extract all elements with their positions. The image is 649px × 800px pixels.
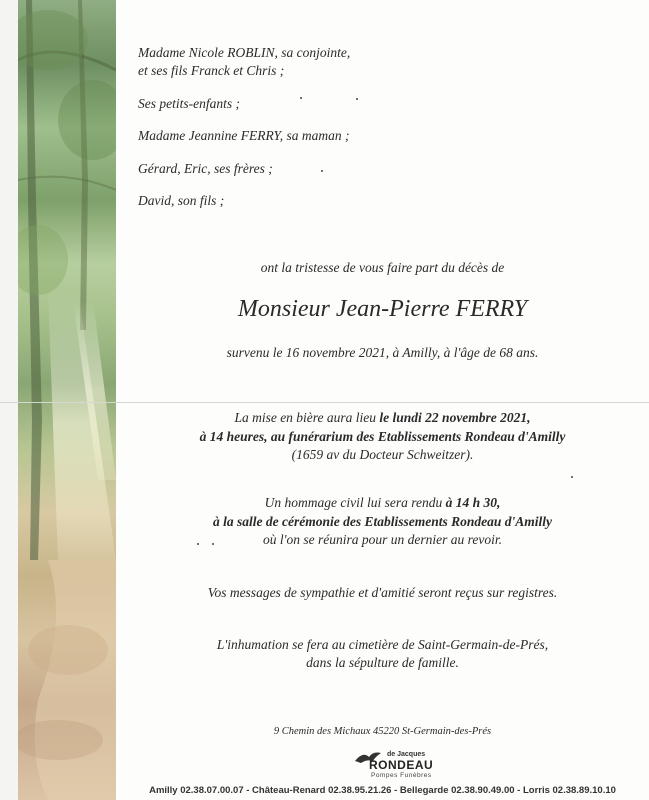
scan-speck [321,170,323,172]
tribute-line-1 [116,495,649,511]
fold-line [0,402,649,403]
tribute-text: Un hommage civil lui sera rendu [264,495,446,510]
page-margin [0,0,18,800]
funeral-home-address: 9 Chemin des Michaux 45220 St-Germain-des-Prés [273,726,492,737]
family-line: Gérard, Eric, ses frères ; [138,161,273,176]
messages-text: Vos messages de sympathie et d'amitié seront reçus sur registres. [207,585,558,600]
ceremony-line-3: (1659 av du Docteur Schweitzer). [291,447,474,462]
rondeau-logo [327,749,447,783]
logo-prefix: de Jacques [387,751,426,758]
forest-path-photo [18,0,116,800]
scan-speck [571,476,573,478]
family-line: Madame Nicole ROBLIN, sa conjointe, [138,45,351,60]
tribute-time: à 14 h 30, [445,495,501,510]
family-line: Madame Jeannine FERRY, sa maman ; [138,128,350,143]
tribute-line-3: où l'on se réunira pour un dernier au revoir. [263,532,502,547]
family-line: Ses petits-enfants ; [138,96,240,111]
scan-speck [300,97,302,99]
scan-speck [197,543,199,545]
burial-line-2: dans la sépulture de famille. [306,655,459,670]
ceremony-line-1 [116,410,649,426]
burial-line-1: L'inhumation se fera au cimetière de Saint-Germain-de-Prés, [216,637,549,652]
ceremony-line-2: à 14 heures, au funérarium des Etablissements Rondeau d'Amilly [199,429,566,444]
scan-speck [356,98,358,100]
logo-tagline: Pompes Funèbres [371,772,432,779]
ceremony-text: La mise en bière aura lieu [234,410,380,425]
logo-name: RONDEAU [369,758,434,772]
scan-speck [212,543,214,545]
family-line: David, son fils ; [138,193,225,208]
footer-phone-numbers: Amilly 02.38.07.00.07 - Château-Renard 02.38.95.21.26 - Bellegarde 02.38.90.49.00 - Lorris 02.38.89.10.10 [149,785,616,796]
tribute-line-2: à la salle de cérémonie des Etablissements Rondeau d'Amilly [213,514,552,529]
announcement-text: ont la tristesse de vous faire part du décès de [260,260,505,275]
deceased-name: Monsieur Jean-Pierre FERRY [237,296,528,322]
family-line: et ses fils Franck et Chris ; [138,63,285,78]
death-details: survenu le 16 novembre 2021, à Amilly, à l'âge de 68 ans. [226,345,539,360]
ceremony-date: le lundi 22 novembre 2021, [379,410,531,425]
